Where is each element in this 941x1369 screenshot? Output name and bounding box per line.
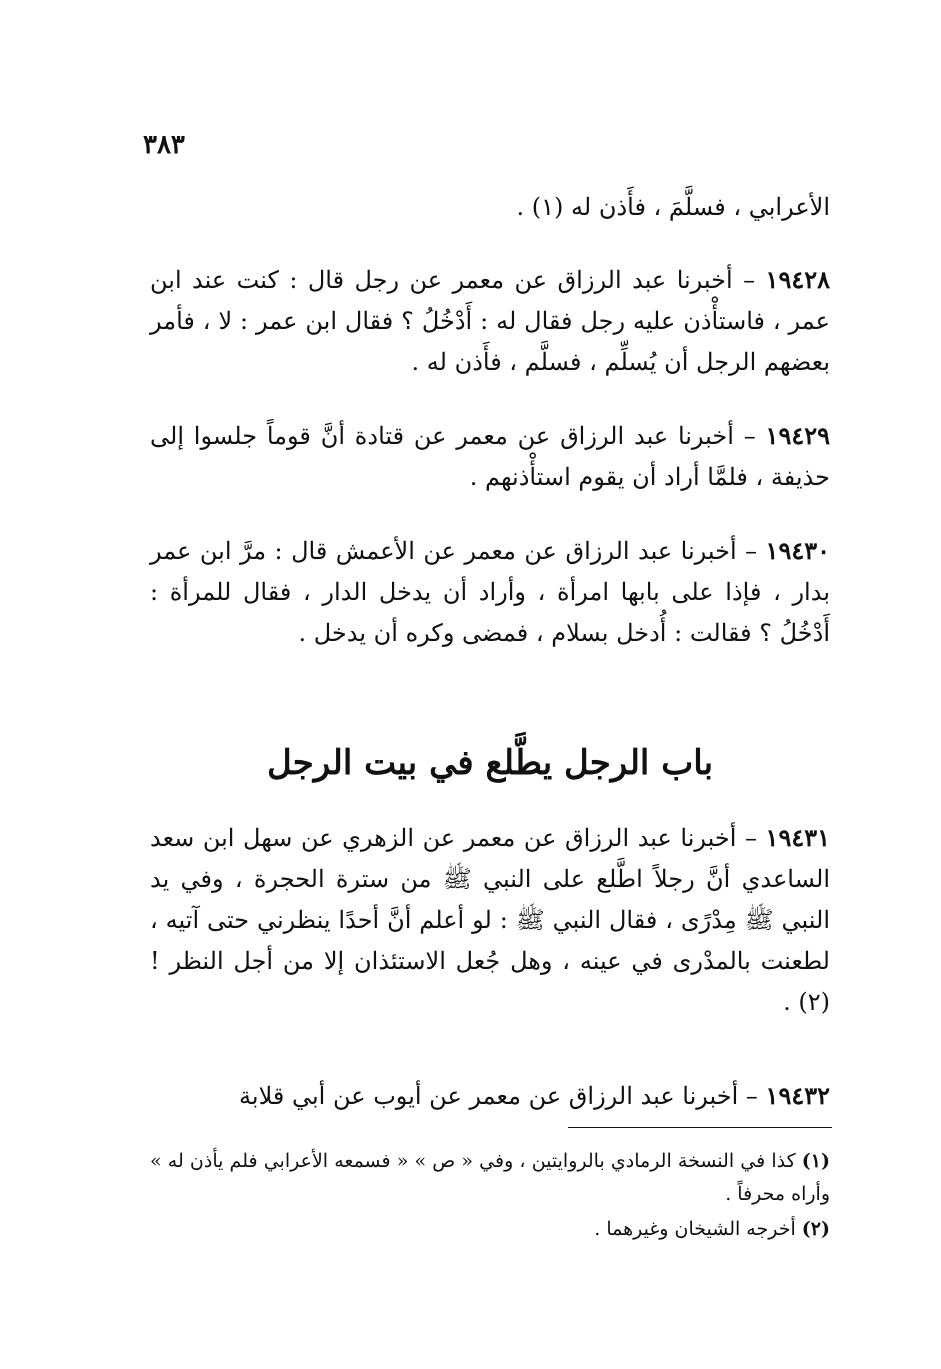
- footnote-mark: (٢): [801, 1218, 830, 1240]
- hadith-number: ١٩٤٢٨: [765, 265, 830, 294]
- footnote-2: [150, 1213, 830, 1246]
- footnote-mark: (١): [801, 1150, 830, 1172]
- footnote-1: [150, 1145, 830, 1211]
- hadith-text: – أخبرنا عبد الرزاق عن معمر عن أيوب عن أبي قلابة: [239, 1082, 766, 1110]
- hadith-number: ١٩٤٣٠: [765, 536, 830, 565]
- hadith-text: – أخبرنا عبد الرزاق عن معمر عن قتادة أنَّ قوماً جلسوا إلى حذيفة ، فلمَّا أراد أن يقوم استأْذنهم .: [150, 422, 830, 491]
- hadith-19431: [150, 817, 830, 1023]
- paragraph-text: الأعرابي ، فسلَّمَ ، فأَذن له (١) .: [516, 193, 830, 221]
- chapter-heading: باب الرجل يطَّلع في بيت الرجل: [266, 743, 714, 783]
- footnote-text: كذا في النسخة الرمادي بالروايتين ، وفي « ص » « فسمعه الأعرابي فلم يأذن له » وأراه محرفاً .: [150, 1150, 830, 1205]
- hadith-19430: [150, 530, 830, 654]
- paragraph-continuation: [150, 187, 830, 228]
- hadith-19429: [150, 415, 830, 498]
- footnote-text: أخرجه الشيخان وغيرهما .: [594, 1218, 802, 1240]
- hadith-text: – أخبرنا عبد الرزاق عن معمر عن الزهري عن سهل ابن سعد الساعدي أنَّ رجلاً اطَّلع على النبي ﷺ من سترة الحجرة ، وفي يد النبي ﷺ مِدْرًى ، فقال النبي ﷺ : لو أعلم أنَّ أحدًا ينظرني حتى آتيه ، لطعنت بالمدْرى في عينه ، وهل جُعل الاستئذان إلا من أجل النظر ! (٢) .: [150, 824, 830, 1016]
- hadith-text: – أخبرنا عبد الرزاق عن معمر عن الأعمش قال : مرَّ ابن عمر بدار ، فإذا على بابها امرأة ، وأراد أن يدخل الدار ، فقال للمرأة : أَدْخُلُ ؟ فقالت : أُدخل بسلام ، فمضى وكره أن يدخل .: [150, 537, 830, 647]
- hadith-number: ١٩٤٢٩: [765, 421, 830, 450]
- hadith-19428: [150, 259, 830, 383]
- hadith-number: ١٩٤٣١: [765, 823, 830, 852]
- hadith-number: ١٩٤٣٢: [765, 1081, 830, 1110]
- hadith-19432: [150, 1075, 830, 1117]
- page-number: ٣٨٣: [143, 130, 185, 160]
- footnote-separator: [568, 1127, 832, 1128]
- hadith-text: – أخبرنا عبد الرزاق عن معمر عن رجل قال : كنت عند ابن عمر ، فاستأْذن عليه رجل فقال له : أَدْخُلُ ؟ فقال ابن عمر : لا ، فأمر بعضهم الرجل أن يُسلِّم ، فسلَّم ، فأَذن له .: [150, 266, 830, 376]
